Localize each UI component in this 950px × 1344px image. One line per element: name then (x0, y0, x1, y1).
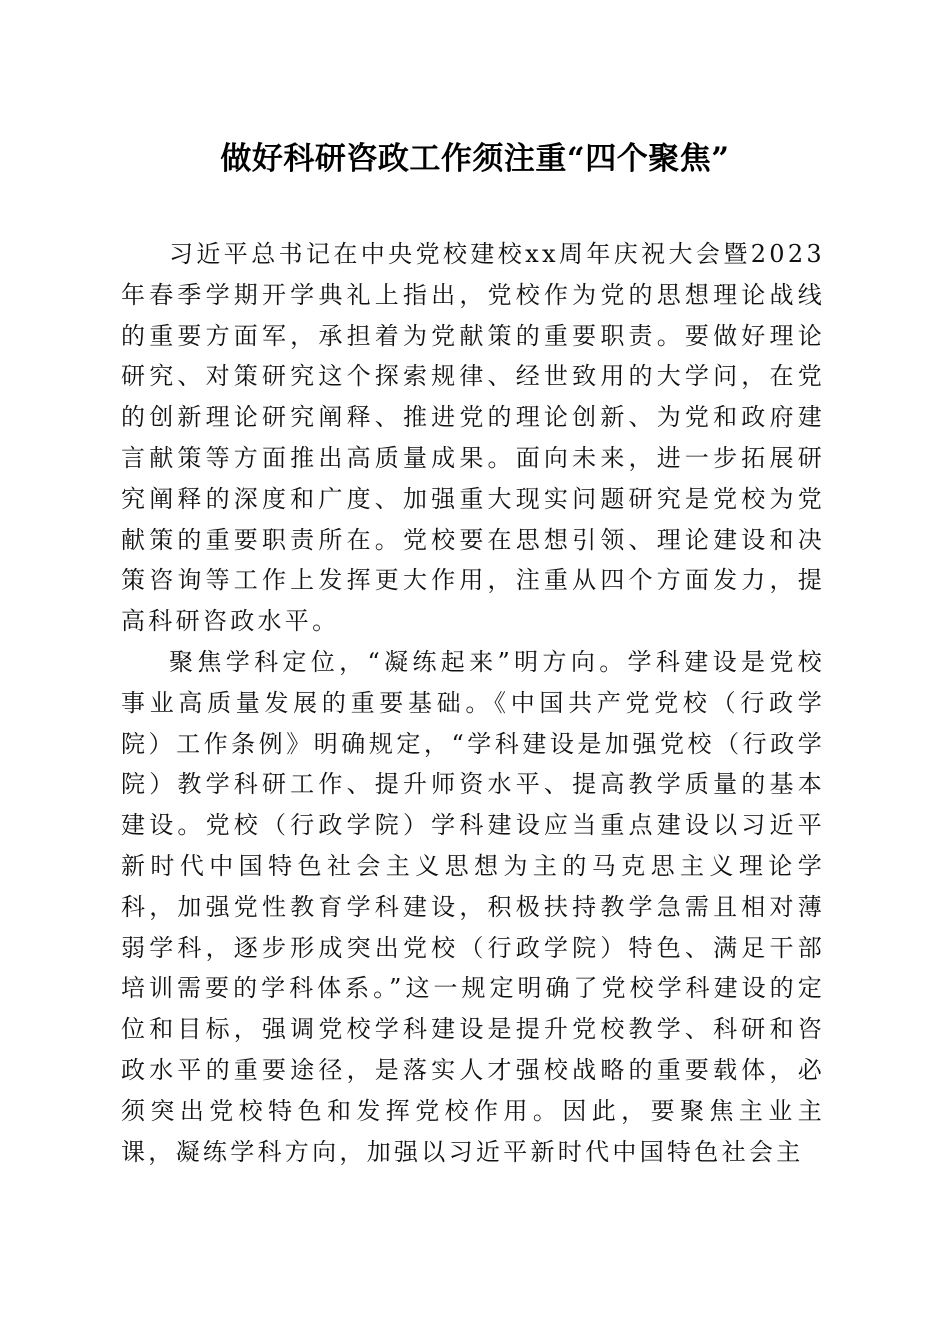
paragraph-intro: 习近平总书记在中央党校建校xx周年庆祝大会暨2023年春季学期开学典礼上指出，党校作为党的思想理论战线的重要方面军，承担着为党献策的重要职责。要做好理论研究、对策研究这个探索规律、经世致用的大学问，在党的创新理论研究阐释、推进党的理论创新、为党和政府建言献策等方面推出高质量成果。面向未来，进一步拓展研究阐释的深度和广度、加强重大现实问题研究是党校为党献策的重要职责所在。党校要在思想引领、理论建设和决策咨询等工作上发挥更大作用，注重从四个方面发力，提高科研咨政水平。 (121, 240, 825, 636)
document-title: 做好科研咨政工作须注重“四个聚焦” (220, 141, 730, 177)
document-body (121, 234, 825, 1172)
paragraph-discipline-positioning: 聚焦学科定位，“凝练起来”明方向。学科建设是党校事业高质量发展的重要基础。《中国共产党党校（行政学院）工作条例》明确规定，“学科建设是加强党校（行政学院）教学科研工作、提升师资水平、提高教学质量的基本建设。党校（行政学院）学科建设应当重点建设以习近平新时代中国特色社会主义思想为主的马克思主义理论学科，加强党性教育学科建设，积极扶持教学急需且相对薄弱学科，逐步形成突出党校（行政学院）特色、满足干部培训需要的学科体系。”这一规定明确了党校学科建设的定位和目标，强调党校学科建设是提升党校教学、科研和咨政水平的重要途径，是落实人才强校战略的重要载体，必须突出党校特色和发挥党校作用。因此，要聚焦主业主课，凝练学科方向，加强以习近平新时代中国特色社会主 (121, 647, 825, 1166)
